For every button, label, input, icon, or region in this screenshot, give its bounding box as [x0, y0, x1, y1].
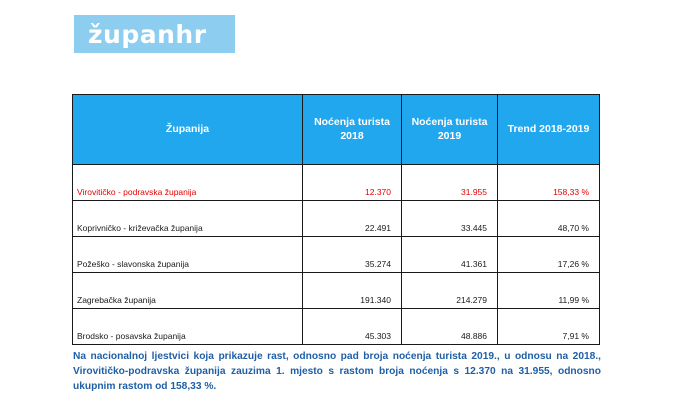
trend-cell: 48,70 %	[498, 201, 600, 237]
table-row	[73, 237, 600, 273]
summary-paragraph: Na nacionalnoj ljestvici koja prikazuje rast, odnosno pad broja noćenja turista 2019., u odnosu na 2018., Virovitičko-podravska županija zauzima 1. mjesto s rastom broja noćenja s 12.370 na 31.955, odnosno ukupnim rastom od 158,33 %.	[73, 351, 601, 392]
table-header-row	[73, 95, 600, 165]
nights-2018-cell: 191.340	[303, 273, 402, 309]
logo-text: županhr	[88, 19, 207, 49]
table-row	[73, 273, 600, 309]
county-cell: Zagrebačka županija	[73, 273, 303, 309]
zupan-logo	[74, 15, 235, 53]
table-row	[73, 201, 600, 237]
nights-2018-cell: 12.370	[303, 165, 402, 201]
tourist-nights-table	[72, 94, 600, 345]
county-cell: Koprivničko - križevačka županija	[73, 201, 303, 237]
trend-cell: 7,91 %	[498, 309, 600, 345]
nights-2019-cell: 214.279	[402, 273, 498, 309]
header-trend: Trend 2018-2019	[498, 95, 600, 165]
header-county: Županija	[73, 95, 303, 165]
trend-cell: 17,26 %	[498, 237, 600, 273]
nights-2019-cell: 31.955	[402, 165, 498, 201]
nights-2018-cell: 35.274	[303, 237, 402, 273]
nights-2019-cell: 33.445	[402, 201, 498, 237]
trend-cell: 11,99 %	[498, 273, 600, 309]
table-row	[73, 309, 600, 345]
header-nights-2019: Noćenja turista 2019	[402, 95, 498, 165]
nights-2018-cell: 45.303	[303, 309, 402, 345]
header-nights-2018: Noćenja turista 2018	[303, 95, 402, 165]
county-cell: Požeško - slavonska županija	[73, 237, 303, 273]
nights-2019-cell: 48.886	[402, 309, 498, 345]
nights-2019-cell: 41.361	[402, 237, 498, 273]
table-row	[73, 165, 600, 201]
nights-2018-cell: 22.491	[303, 201, 402, 237]
county-cell: Brodsko - posavska županija	[73, 309, 303, 345]
county-cell: Virovitičko - podravska županija	[73, 165, 303, 201]
trend-cell: 158,33 %	[498, 165, 600, 201]
